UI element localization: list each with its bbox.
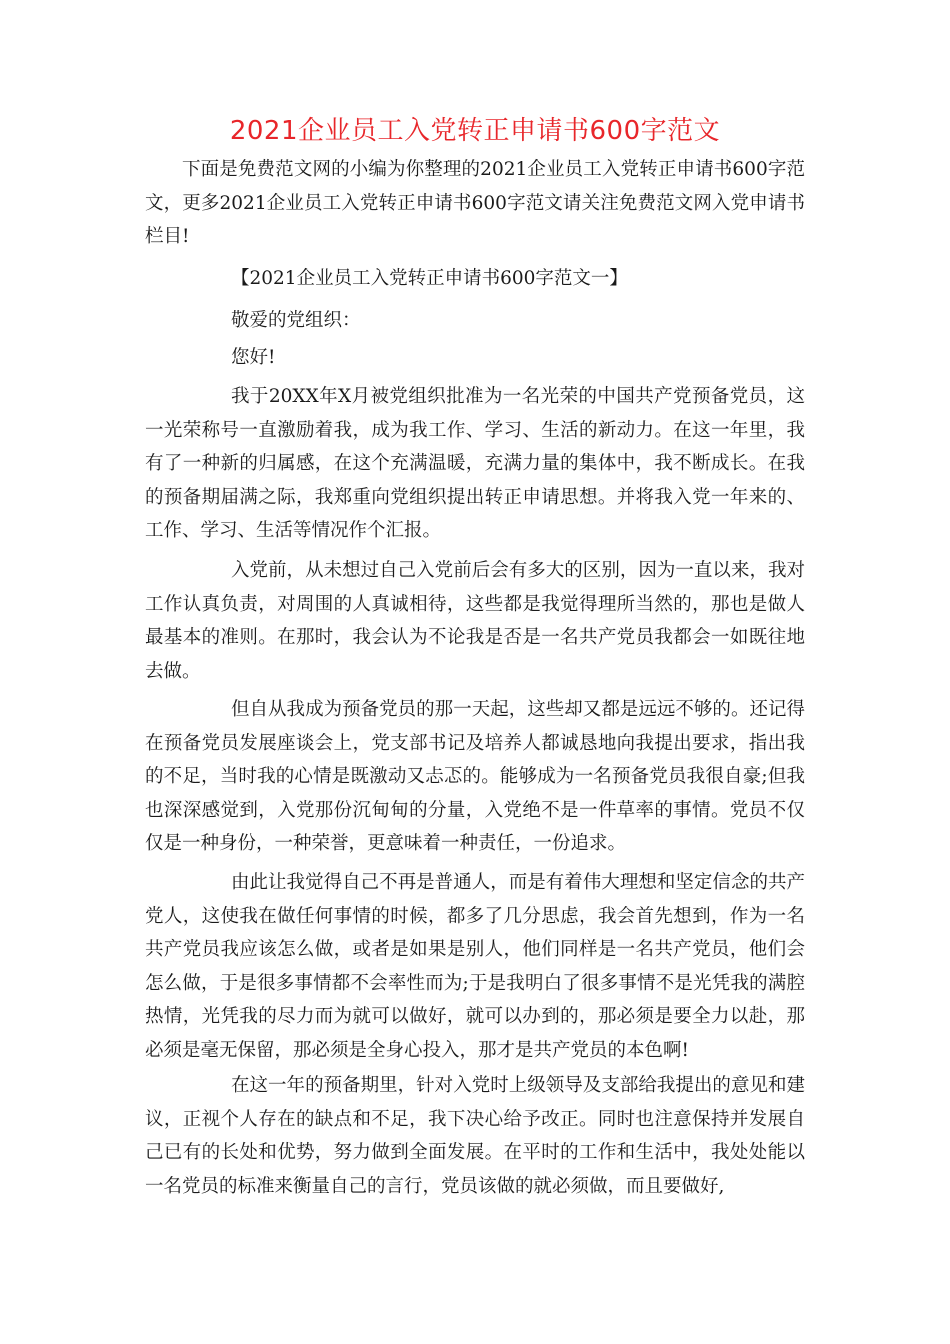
body-paragraph: 我于20XX年X月被党组织批准为一名光荣的中国共产党预备党员，这一光荣称号一直激励着我，成为我工作、学习、生活的新动力。在这一年里，我有了一种新的归属感，在这个充满温暖，充满力量的集体中，我不断成长。在我的预备期届满之际，我郑重向党组织提出转正申请思想。并将我入党一年来的、工作、学习、生活等情况作个汇报。 (145, 386, 805, 541)
body-paragraph: 在这一年的预备期里，针对入党时上级领导及支部给我提出的意见和建议，正视个人存在的缺点和不足，我下决心给予改正。同时也注意保持并发展自己已有的长处和优势，努力做到全面发展。在平时的工作和生活中，我处处能以一名党员的标准来衡量自己的言行，党员该做的就必须做，而且要做好, (145, 1075, 805, 1197)
body-paragraph: 入党前，从未想过自己入党前后会有多大的区别，因为一直以来，我对工作认真负责，对周围的人真诚相待，这些都是我觉得理所当然的，那也是做人最基本的准则。在那时，我会认为不论我是否是一名共产党员我都会一如既往地去做。 (145, 560, 805, 682)
intro-paragraph: 下面是免费范文网的小编为你整理的2021企业员工入党转正申请书600字范文，更多2021企业员工入党转正申请书600字范文请关注免费范文网入党申请书栏目! (145, 159, 805, 247)
body-paragraph: 由此让我觉得自己不再是普通人，而是有着伟大理想和坚定信念的共产党人，这使我在做任何事情的时候，都多了几分思虑，我会首先想到，作为一名共产党员我应该怎么做，或者是如果是别人，他们同样是一名共产党员，他们会怎么做，于是很多事情都不会率性而为;于是我明白了很多事情不是光凭我的满腔热情，光凭我的尽力而为就可以做好，就可以办到的，那必须是要全力以赴，那必须是毫无保留，那必须是全身心投入，那才是共产党员的本色啊! (145, 872, 805, 1061)
salutation: 敬爱的党组织： (231, 310, 361, 331)
section-heading: 【2021企业员工入党转正申请书600字范文一】 (231, 268, 628, 289)
body-paragraph: 但自从我成为预备党员的那一天起，这些却又都是远远不够的。还记得在预备党员发展座谈会上，党支部书记及培养人都诚恳地向我提出要求，指出我的不足，当时我的心情是既激动又忐忑的。能够成为一名预备党员我很自豪;但我也深深感觉到，入党那份沉甸甸的分量，入党绝不是一件草率的事情。党员不仅仅是一种身份，一种荣誉，更意味着一种责任，一份追求。 (145, 699, 805, 854)
greeting: 您好! (231, 347, 276, 368)
document-title: 2021企业员工入党转正申请书600字范文 (229, 116, 721, 146)
